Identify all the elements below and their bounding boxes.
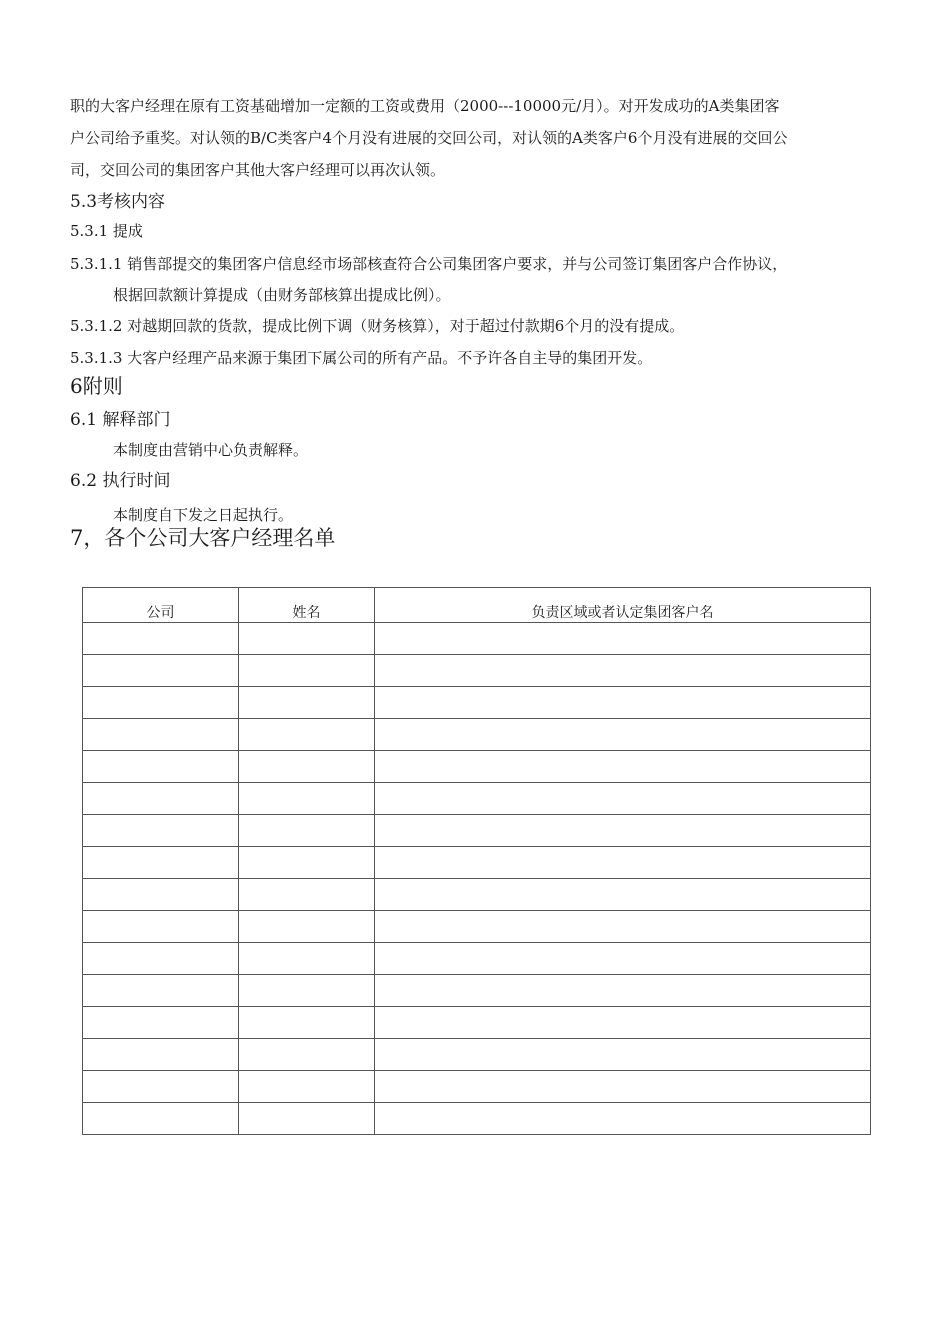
- region-cell: [375, 1039, 871, 1071]
- column-header-region: 负责区域或者认定集团客户名: [375, 588, 871, 623]
- clause-5-3-1-1: 5.3.1.1 销售部提交的集团客户信息经市场部核查符合公司集团客户要求，并与公司签订集团客户合作协议，: [70, 255, 788, 273]
- company-cell: [83, 815, 239, 847]
- region-cell: [375, 783, 871, 815]
- table-row: [83, 719, 871, 751]
- company-cell: [83, 975, 239, 1007]
- table-row: [83, 1007, 871, 1039]
- region-cell: [375, 943, 871, 975]
- section-6-2-heading: 6.2 执行时间: [70, 471, 171, 491]
- name-cell: [239, 719, 375, 751]
- company-cell: [83, 655, 239, 687]
- text-line: 司，交回公司的集团客户其他大客户经理可以再次认领。: [70, 161, 446, 179]
- name-cell: [239, 687, 375, 719]
- company-cell: [83, 719, 239, 751]
- table-row: [83, 879, 871, 911]
- name-cell: [239, 623, 375, 655]
- company-cell: [83, 687, 239, 719]
- section-6-1-body: 本制度由营销中心负责解释。: [113, 441, 309, 459]
- table-row: [83, 1039, 871, 1071]
- name-cell: [239, 815, 375, 847]
- table-row: [83, 911, 871, 943]
- table-body: [83, 623, 871, 1135]
- clause-5-3-1-1-cont: 根据回款额计算提成（由财务部核算出提成比例）。: [113, 286, 451, 304]
- table-row: [83, 815, 871, 847]
- region-cell: [375, 1103, 871, 1135]
- name-cell: [239, 1039, 375, 1071]
- column-header-company: 公司: [83, 588, 239, 623]
- name-cell: [239, 783, 375, 815]
- table-row: [83, 1071, 871, 1103]
- region-cell: [375, 1071, 871, 1103]
- section-6-1-heading: 6.1 解释部门: [70, 410, 171, 430]
- section-5-3-1-heading: 5.3.1 提成: [70, 222, 143, 240]
- region-cell: [375, 975, 871, 1007]
- table-row: [83, 783, 871, 815]
- name-cell: [239, 911, 375, 943]
- name-cell: [239, 655, 375, 687]
- name-cell: [239, 943, 375, 975]
- section-5-3-heading: 5.3考核内容: [70, 192, 166, 212]
- table-row: [83, 1103, 871, 1135]
- table-row: [83, 975, 871, 1007]
- table-row: [83, 847, 871, 879]
- region-cell: [375, 751, 871, 783]
- company-cell: [83, 911, 239, 943]
- region-cell: [375, 879, 871, 911]
- section-7-heading: 7，各个公司大客户经理名单: [70, 526, 336, 550]
- company-cell: [83, 943, 239, 975]
- company-cell: [83, 1007, 239, 1039]
- region-cell: [375, 687, 871, 719]
- table-row: [83, 623, 871, 655]
- manager-list-table: [82, 587, 871, 1135]
- company-cell: [83, 783, 239, 815]
- company-cell: [83, 1039, 239, 1071]
- company-cell: [83, 1103, 239, 1135]
- name-cell: [239, 1071, 375, 1103]
- name-cell: [239, 751, 375, 783]
- region-cell: [375, 815, 871, 847]
- company-cell: [83, 847, 239, 879]
- name-cell: [239, 975, 375, 1007]
- company-cell: [83, 879, 239, 911]
- company-cell: [83, 1071, 239, 1103]
- section-6-2-body: 本制度自下发之日起执行。: [113, 506, 294, 524]
- company-cell: [83, 623, 239, 655]
- region-cell: [375, 655, 871, 687]
- region-cell: [375, 623, 871, 655]
- clause-5-3-1-2: 5.3.1.2 对越期回款的货款，提成比例下调（财务核算），对于超过付款期6个月的没有提成。: [70, 317, 685, 335]
- region-cell: [375, 1007, 871, 1039]
- text-line: 职的大客户经理在原有工资基础增加一定额的工资或费用（2000---10000元/月）。对开发成功的A类集团客: [70, 97, 780, 115]
- clause-5-3-1-3: 5.3.1.3 大客户经理产品来源于集团下属公司的所有产品。不予许各自主导的集团开发。: [70, 349, 653, 367]
- company-cell: [83, 751, 239, 783]
- region-cell: [375, 719, 871, 751]
- region-cell: [375, 847, 871, 879]
- section-6-heading: 6附则: [70, 374, 123, 398]
- name-cell: [239, 879, 375, 911]
- name-cell: [239, 1103, 375, 1135]
- name-cell: [239, 1007, 375, 1039]
- table-row: [83, 687, 871, 719]
- name-cell: [239, 847, 375, 879]
- region-cell: [375, 911, 871, 943]
- table-row: [83, 943, 871, 975]
- table-row: [83, 655, 871, 687]
- text-line: 户公司给予重奖。对认领的B/C类客户4个月没有进展的交回公司，对认领的A类客户6个月没有进展的交回公: [70, 129, 788, 147]
- table-header-row: [83, 588, 871, 623]
- table-row: [83, 751, 871, 783]
- column-header-name: 姓名: [239, 588, 375, 623]
